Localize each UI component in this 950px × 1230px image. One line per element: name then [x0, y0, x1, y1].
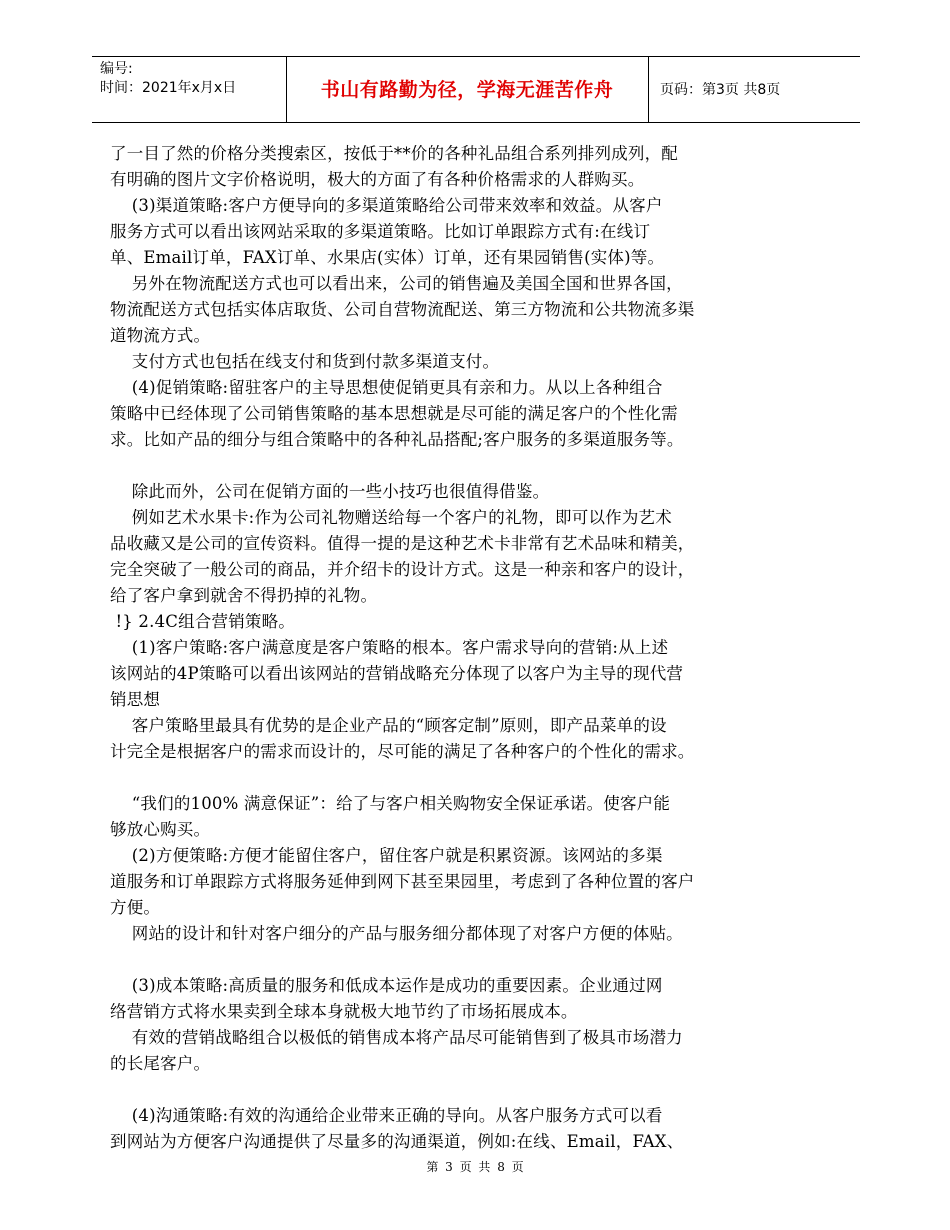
text-line: 道服务和订单跟踪方式将服务延伸到网下甚至果园里，考虑到了各种位置的客户: [110, 872, 695, 891]
text-line: 网站的设计和针对客户细分的产品与服务细分都体现了对客户方便的体贴。: [110, 924, 683, 943]
document-header: [92, 56, 860, 123]
text-line: 客户策略里最具有优势的是企业产品的“顾客定制”原则，即产品菜单的设: [110, 716, 667, 735]
serial-label: 编号:: [100, 61, 133, 77]
text-line: 支付方式也包括在线支付和货到付款多渠道支付。: [110, 352, 500, 371]
text-line: 道物流方式。: [110, 326, 211, 345]
text-line: (3)成本策略:高质量的服务和低成本运作是成功的重要因素。企业通过网: [110, 976, 663, 995]
blank-line: [110, 765, 770, 791]
header-page-info: 页码：第3页 共8页: [660, 82, 781, 98]
blank-line: [110, 947, 770, 973]
time-label: 时间：2021年x月x日: [100, 80, 237, 96]
text-line: (4)沟通策略:有效的沟通给企业带来正确的导向。从客户服务方式可以看: [110, 1106, 663, 1125]
text-line: 服务方式可以看出该网站采取的多渠道策略。比如订单跟踪方式有:在线订: [110, 222, 651, 241]
text-line: 品收藏又是公司的宣传资料。值得一提的是这种艺术卡非常有艺术品味和精美，: [110, 534, 695, 553]
text-line: “我们的100% 满意保证”：给了与客户相关购物安全保证承诺。使客户能: [110, 794, 671, 813]
text-line: 的长尾客户。: [110, 1054, 211, 1073]
text-line: 策略中已经体现了公司销售策略的基本思想就是尽可能的满足客户的个性化需: [110, 404, 678, 423]
text-line: 计完全是根据客户的需求而设计的，尽可能的满足了各种客户的个性化的需求。: [110, 742, 695, 761]
header-motto: 书山有路勤为径，学海无涯苦作舟: [320, 79, 614, 101]
blank-line: [110, 1077, 770, 1103]
text-line: (4)促销策略:留驻客户的主导思想使促销更具有亲和力。从以上各种组合: [110, 378, 663, 397]
text-line: 销思想: [110, 690, 161, 709]
text-line: 完全突破了一般公司的商品，并介绍卡的设计方式。这是一种亲和客户的设计，: [110, 560, 695, 579]
text-line: 单、Email订单，FAX订单、水果店(实体）订单，还有果园销售(实体)等。: [110, 248, 665, 267]
text-line: 有效的营销战略组合以极低的销售成本将产品尽可能销售到了极具市场潜力: [110, 1028, 683, 1047]
document-body: [110, 141, 770, 1155]
text-line: 例如艺术水果卡:作为公司礼物赠送给每一个客户的礼物，即可以作为艺术: [110, 508, 672, 527]
page-footer: 第 3 页 共 8 页: [426, 1160, 524, 1174]
header-divider: [648, 57, 649, 122]
text-line: 了一目了然的价格分类搜索区，按低于**价的各种礼品组合系列排列成列，配: [110, 144, 678, 163]
text-line: 给了客户拿到就舍不得扔掉的礼物。: [110, 586, 378, 605]
text-line: (3)渠道策略:客户方便导向的多渠道策略给公司带来效率和效益。从客户: [110, 196, 663, 215]
text-line: 够放心购买。: [110, 820, 211, 839]
text-line: 求。比如产品的细分与组合策略中的各种礼品搭配;客户服务的多渠道服务等。: [110, 430, 684, 449]
text-line: 另外在物流配送方式也可以看出来，公司的销售遍及美国全国和世界各国，: [110, 274, 683, 293]
text-line: 到网站为方便客户沟通提供了尽量多的沟通渠道，例如:在线、Email，FAX、: [110, 1132, 684, 1151]
text-line: 该网站的4P策略可以看出该网站的营销战略充分体现了以客户为主导的现代营: [110, 664, 684, 683]
text-line: 方便。: [110, 898, 161, 917]
text-line: 除此而外，公司在促销方面的一些小技巧也很值得借鉴。: [110, 482, 550, 501]
blank-line: [110, 453, 770, 479]
header-info: [100, 60, 236, 98]
text-line: !} 2.4C组合营销策略。: [110, 612, 295, 631]
text-line: 有明确的图片文字价格说明，极大的方面了有各种价格需求的人群购买。: [110, 170, 645, 189]
text-line: (2)方便策略:方便才能留住客户，留住客户就是积累资源。该网站的多渠: [110, 846, 663, 865]
text-line: 络营销方式将水果卖到全球本身就极大地节约了市场拓展成本。: [110, 1002, 578, 1021]
text-line: 物流配送方式包括实体店取货、公司自营物流配送、第三方物流和公共物流多渠: [110, 300, 695, 319]
text-line: (1)客户策略:客户满意度是客户策略的根本。客户需求导向的营销:从上述: [110, 638, 669, 657]
